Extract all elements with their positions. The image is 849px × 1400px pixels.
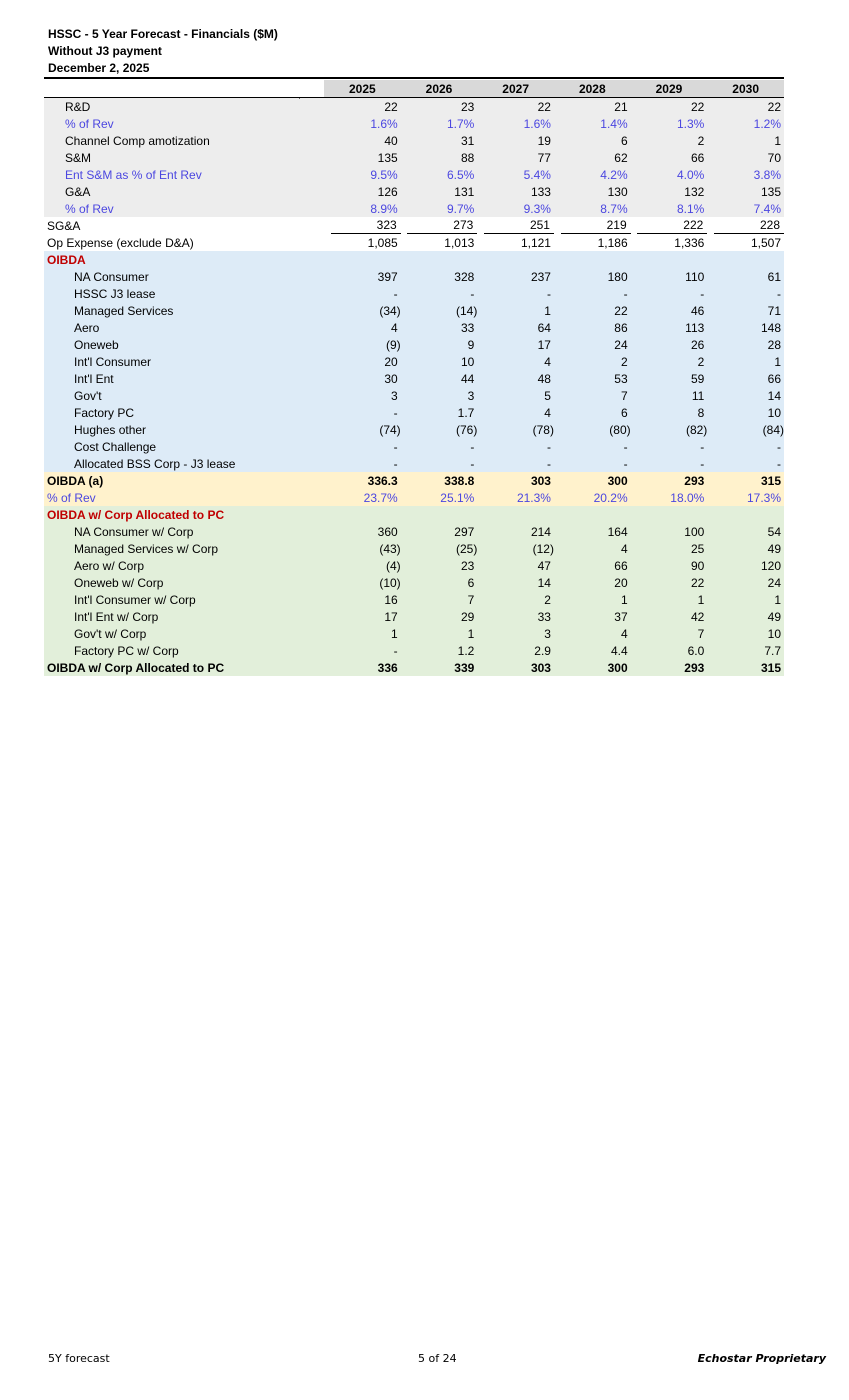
value-cell: 23 <box>401 557 478 574</box>
year-header-row <box>44 80 784 98</box>
value-cell: 1 <box>631 591 708 608</box>
value-cell: 1.7 <box>401 404 478 421</box>
table-row <box>44 557 784 574</box>
value-cell: 180 <box>554 268 631 285</box>
value-cell: 133 <box>477 183 554 200</box>
value-cell: 10 <box>707 404 784 421</box>
value-cell: 62 <box>554 149 631 166</box>
table-row <box>44 234 784 251</box>
value-cell: 303 <box>477 472 554 489</box>
value-text: 222 <box>637 217 707 234</box>
report-subtitle: Without J3 payment <box>48 44 162 58</box>
value-cell <box>707 217 784 234</box>
value-cell <box>324 506 401 523</box>
value-cell: 328 <box>401 268 478 285</box>
value-cell: 1 <box>554 591 631 608</box>
value-cell: 2 <box>477 591 554 608</box>
value-cell: - <box>401 285 478 302</box>
value-cell <box>631 251 708 268</box>
row-label: Gov't <box>44 387 324 404</box>
report-date: December 2, 2025 <box>48 61 150 75</box>
value-cell <box>401 217 478 234</box>
value-cell: (25) <box>401 540 478 557</box>
value-cell: 21 <box>554 98 631 116</box>
table-row <box>44 268 784 285</box>
value-cell <box>477 506 554 523</box>
row-label: Allocated BSS Corp - J3 lease <box>44 455 324 472</box>
value-cell <box>554 251 631 268</box>
row-label: Oneweb w/ Corp <box>44 574 324 591</box>
value-cell: (34) <box>324 302 401 319</box>
value-cell: - <box>324 404 401 421</box>
value-cell: 3.8% <box>707 166 784 183</box>
row-label: Hughes other <box>44 421 324 438</box>
value-cell: (82) <box>631 421 708 438</box>
value-cell: 4.4 <box>554 642 631 659</box>
value-cell: 23 <box>401 98 478 116</box>
row-label: Int'l Ent w/ Corp <box>44 608 324 625</box>
value-cell: 22 <box>631 574 708 591</box>
value-cell: 11 <box>631 387 708 404</box>
value-cell: - <box>554 455 631 472</box>
value-cell: 29 <box>401 608 478 625</box>
value-cell <box>631 217 708 234</box>
table-row <box>44 387 784 404</box>
table-row <box>44 285 784 302</box>
value-cell <box>707 506 784 523</box>
table-row <box>44 608 784 625</box>
value-cell: 4.2% <box>554 166 631 183</box>
row-label: Cost Challenge <box>44 438 324 455</box>
footer-proprietary: Echostar Proprietary <box>697 1352 826 1365</box>
value-cell: 1 <box>707 132 784 149</box>
table-row <box>44 421 784 438</box>
stray-dot <box>299 98 300 99</box>
value-cell: 4 <box>554 540 631 557</box>
value-cell: 336.3 <box>324 472 401 489</box>
value-cell: - <box>477 455 554 472</box>
value-cell: 26 <box>631 336 708 353</box>
value-cell: 22 <box>631 98 708 116</box>
value-cell: 77 <box>477 149 554 166</box>
year-header: 2026 <box>401 80 478 98</box>
year-header: 2029 <box>631 80 708 98</box>
value-text: 323 <box>331 217 401 234</box>
value-cell: 126 <box>324 183 401 200</box>
value-cell: 59 <box>631 370 708 387</box>
table-row <box>44 591 784 608</box>
value-cell: - <box>324 438 401 455</box>
value-cell: 21.3% <box>477 489 554 506</box>
value-cell: 1.3% <box>631 115 708 132</box>
value-cell <box>401 251 478 268</box>
value-cell: 24 <box>707 574 784 591</box>
page-number: 5 of 24 <box>418 1352 457 1365</box>
value-cell: (80) <box>554 421 631 438</box>
value-cell: 1 <box>477 302 554 319</box>
value-cell: 44 <box>401 370 478 387</box>
value-cell: 40 <box>324 132 401 149</box>
value-cell: 25.1% <box>401 489 478 506</box>
value-cell: - <box>477 438 554 455</box>
value-cell: 164 <box>554 523 631 540</box>
value-cell: 4 <box>554 625 631 642</box>
value-cell: 2 <box>631 132 708 149</box>
row-label: Gov't w/ Corp <box>44 625 324 642</box>
report-title: HSSC - 5 Year Forecast - Financials ($M) <box>48 27 278 41</box>
table-row <box>44 166 784 183</box>
value-cell: 214 <box>477 523 554 540</box>
value-cell <box>324 251 401 268</box>
value-cell: 37 <box>554 608 631 625</box>
table-row <box>44 251 784 268</box>
value-cell: 9.7% <box>401 200 478 217</box>
row-label: Int'l Ent <box>44 370 324 387</box>
value-cell: - <box>707 438 784 455</box>
table-row <box>44 659 784 676</box>
table-row <box>44 625 784 642</box>
row-label: SG&A <box>47 218 81 233</box>
value-cell: 135 <box>707 183 784 200</box>
row-label: % of Rev <box>44 115 324 132</box>
value-cell: 22 <box>477 98 554 116</box>
value-cell: 47 <box>477 557 554 574</box>
row-label: OIBDA (a) <box>44 472 324 489</box>
value-cell: 23.7% <box>324 489 401 506</box>
report-header <box>48 27 278 78</box>
value-cell: 86 <box>554 319 631 336</box>
value-cell: 297 <box>401 523 478 540</box>
row-label: R&D <box>44 98 324 116</box>
year-header: 2025 <box>324 80 401 98</box>
value-cell: 293 <box>631 659 708 676</box>
row-label: % of Rev <box>44 200 324 217</box>
value-cell: 42 <box>631 608 708 625</box>
value-cell: 2.9 <box>477 642 554 659</box>
value-text: 251 <box>484 217 554 234</box>
value-cell <box>554 217 631 234</box>
value-cell: 397 <box>324 268 401 285</box>
value-cell: - <box>324 285 401 302</box>
table-row <box>44 149 784 166</box>
value-cell: 1,085 <box>367 235 398 250</box>
value-cell: 3 <box>401 387 478 404</box>
value-cell: 61 <box>707 268 784 285</box>
value-cell: 28 <box>707 336 784 353</box>
row-label: OIBDA w/ Corp Allocated to PC <box>44 659 324 676</box>
value-cell: 33 <box>401 319 478 336</box>
value-cell: 8.1% <box>631 200 708 217</box>
value-cell: 14 <box>477 574 554 591</box>
value-cell: 4 <box>477 353 554 370</box>
value-cell: 88 <box>401 149 478 166</box>
value-cell: 6.0 <box>631 642 708 659</box>
value-cell: - <box>631 438 708 455</box>
value-cell: - <box>707 285 784 302</box>
value-cell: 113 <box>631 319 708 336</box>
year-header: 2028 <box>554 80 631 98</box>
value-cell: (74) <box>324 421 401 438</box>
value-cell: 66 <box>554 557 631 574</box>
value-cell: 4.0% <box>631 166 708 183</box>
row-label: % of Rev <box>44 489 324 506</box>
value-cell: 20 <box>554 574 631 591</box>
value-cell: 22 <box>707 98 784 116</box>
value-cell: 4 <box>324 319 401 336</box>
value-cell: 64 <box>477 319 554 336</box>
value-cell: 53 <box>554 370 631 387</box>
value-cell: 132 <box>631 183 708 200</box>
table-row <box>44 506 784 523</box>
value-cell: 7.4% <box>707 200 784 217</box>
table-row <box>44 438 784 455</box>
financials-table <box>44 80 784 676</box>
value-cell: 10 <box>707 625 784 642</box>
value-cell: 7 <box>631 625 708 642</box>
value-cell <box>401 506 478 523</box>
table-row <box>44 540 784 557</box>
value-cell: 30 <box>324 370 401 387</box>
value-cell: 9.5% <box>324 166 401 183</box>
value-cell: (10) <box>324 574 401 591</box>
row-label: Managed Services <box>44 302 324 319</box>
value-cell: - <box>707 455 784 472</box>
row-label: OIBDA w/ Corp Allocated to PC <box>44 506 324 523</box>
table-row <box>44 523 784 540</box>
value-cell: 6 <box>554 132 631 149</box>
value-cell: 293 <box>631 472 708 489</box>
row-label: NA Consumer <box>44 268 324 285</box>
value-cell: 1.2 <box>401 642 478 659</box>
value-cell: 49 <box>707 540 784 557</box>
value-cell: 148 <box>707 319 784 336</box>
value-cell: 1,013 <box>444 235 475 250</box>
value-cell: 7.7 <box>707 642 784 659</box>
value-cell: 237 <box>477 268 554 285</box>
value-cell: 120 <box>707 557 784 574</box>
value-cell: 360 <box>324 523 401 540</box>
value-cell: - <box>324 642 401 659</box>
table-row <box>44 336 784 353</box>
table-row <box>44 319 784 336</box>
value-cell: 2 <box>631 353 708 370</box>
footer-left: 5Y forecast <box>48 1352 110 1365</box>
value-cell <box>324 217 401 234</box>
value-cell: 135 <box>324 149 401 166</box>
row-label: OIBDA <box>44 251 324 268</box>
value-cell: 90 <box>631 557 708 574</box>
value-cell: 20 <box>324 353 401 370</box>
value-cell: 9 <box>401 336 478 353</box>
value-cell: 46 <box>631 302 708 319</box>
value-cell <box>707 251 784 268</box>
table-row <box>44 115 784 132</box>
year-header: 2027 <box>477 80 554 98</box>
value-cell: 1.6% <box>477 115 554 132</box>
value-cell: 338.8 <box>401 472 478 489</box>
value-cell: (9) <box>324 336 401 353</box>
row-label: Ent S&M as % of Ent Rev <box>44 166 324 183</box>
value-cell: 17 <box>477 336 554 353</box>
table-row <box>44 200 784 217</box>
value-cell: 1 <box>324 625 401 642</box>
value-cell <box>477 217 554 234</box>
value-cell: (43) <box>324 540 401 557</box>
value-cell: - <box>324 455 401 472</box>
table-row <box>44 217 784 234</box>
value-cell: 3 <box>324 387 401 404</box>
row-label: Managed Services w/ Corp <box>44 540 324 557</box>
row-label: Op Expense (exclude D&A) <box>47 235 194 250</box>
table-row <box>44 98 784 116</box>
value-cell <box>631 506 708 523</box>
row-label: Channel Comp amotization <box>44 132 324 149</box>
row-label: Factory PC w/ Corp <box>44 642 324 659</box>
table-row <box>44 574 784 591</box>
value-cell: 10 <box>401 353 478 370</box>
value-cell: 7 <box>401 591 478 608</box>
value-cell: 20.2% <box>554 489 631 506</box>
value-cell: 1,336 <box>674 235 705 250</box>
value-cell: 17 <box>324 608 401 625</box>
value-cell: - <box>554 285 631 302</box>
value-cell: 1 <box>707 591 784 608</box>
value-cell: 33 <box>477 608 554 625</box>
value-cell: 5.4% <box>477 166 554 183</box>
row-label: Aero w/ Corp <box>44 557 324 574</box>
value-cell: 48 <box>477 370 554 387</box>
value-cell: - <box>477 285 554 302</box>
value-cell: - <box>401 455 478 472</box>
value-cell: 8.9% <box>324 200 401 217</box>
value-cell: 31 <box>401 132 478 149</box>
value-cell: 6 <box>554 404 631 421</box>
value-cell <box>477 251 554 268</box>
value-cell: (76) <box>401 421 478 438</box>
value-cell: 1,121 <box>520 235 551 250</box>
table-row <box>44 370 784 387</box>
row-label: Int'l Consumer <box>44 353 324 370</box>
value-cell: 336 <box>324 659 401 676</box>
value-cell: 19 <box>477 132 554 149</box>
table-row <box>44 455 784 472</box>
value-cell: 66 <box>707 370 784 387</box>
value-cell: 1 <box>707 353 784 370</box>
value-cell: 22 <box>324 98 401 116</box>
value-cell: 300 <box>554 472 631 489</box>
value-cell: 70 <box>707 149 784 166</box>
value-cell: 315 <box>707 472 784 489</box>
table-row <box>44 404 784 421</box>
value-cell: 100 <box>631 523 708 540</box>
value-cell: 22 <box>554 302 631 319</box>
value-text: 228 <box>714 217 784 234</box>
table-row <box>44 132 784 149</box>
row-label: Oneweb <box>44 336 324 353</box>
table-row <box>44 302 784 319</box>
value-cell: 14 <box>707 387 784 404</box>
value-cell: - <box>554 438 631 455</box>
value-cell: 4 <box>477 404 554 421</box>
value-cell: 66 <box>631 149 708 166</box>
value-cell: (14) <box>401 302 478 319</box>
value-cell: 8 <box>631 404 708 421</box>
value-cell: 130 <box>554 183 631 200</box>
value-cell: 1.2% <box>707 115 784 132</box>
value-text: 219 <box>561 217 631 234</box>
value-cell <box>554 506 631 523</box>
value-cell: 315 <box>707 659 784 676</box>
value-cell: 7 <box>554 387 631 404</box>
value-cell: 110 <box>631 268 708 285</box>
table-row <box>44 183 784 200</box>
value-cell: 8.7% <box>554 200 631 217</box>
table-row <box>44 472 784 489</box>
row-label: G&A <box>44 183 324 200</box>
value-cell: (78) <box>477 421 554 438</box>
header-blank <box>44 80 324 98</box>
value-cell: 1,186 <box>597 235 628 250</box>
value-cell: 9.3% <box>477 200 554 217</box>
value-cell: 1.7% <box>401 115 478 132</box>
value-cell: - <box>631 285 708 302</box>
table-row <box>44 353 784 370</box>
value-cell: 18.0% <box>631 489 708 506</box>
value-cell: 131 <box>401 183 478 200</box>
value-cell: 3 <box>477 625 554 642</box>
value-cell: 5 <box>477 387 554 404</box>
value-cell: 300 <box>554 659 631 676</box>
row-label: Int'l Consumer w/ Corp <box>44 591 324 608</box>
row-label: Factory PC <box>44 404 324 421</box>
row-label: S&M <box>44 149 324 166</box>
value-cell: 1.4% <box>554 115 631 132</box>
value-cell: 25 <box>631 540 708 557</box>
row-label: NA Consumer w/ Corp <box>44 523 324 540</box>
value-cell: 1,507 <box>750 235 781 250</box>
value-cell: 303 <box>477 659 554 676</box>
value-cell: 2 <box>554 353 631 370</box>
value-cell: 339 <box>401 659 478 676</box>
value-cell: 17.3% <box>707 489 784 506</box>
value-cell: 1 <box>401 625 478 642</box>
value-cell: (12) <box>477 540 554 557</box>
table-row <box>44 642 784 659</box>
value-text: 273 <box>407 217 477 234</box>
value-cell: - <box>401 438 478 455</box>
value-cell: 6 <box>401 574 478 591</box>
value-cell: 24 <box>554 336 631 353</box>
year-header: 2030 <box>707 80 784 98</box>
value-cell: 71 <box>707 302 784 319</box>
value-cell: (84) <box>707 421 784 438</box>
value-cell: 1.6% <box>324 115 401 132</box>
value-cell: - <box>631 455 708 472</box>
value-cell: 49 <box>707 608 784 625</box>
value-cell: 16 <box>324 591 401 608</box>
table-row <box>44 489 784 506</box>
row-label: HSSC J3 lease <box>44 285 324 302</box>
header-rule <box>44 77 784 79</box>
row-label: Aero <box>44 319 324 336</box>
value-cell: 6.5% <box>401 166 478 183</box>
value-cell: 54 <box>707 523 784 540</box>
value-cell: (4) <box>324 557 401 574</box>
